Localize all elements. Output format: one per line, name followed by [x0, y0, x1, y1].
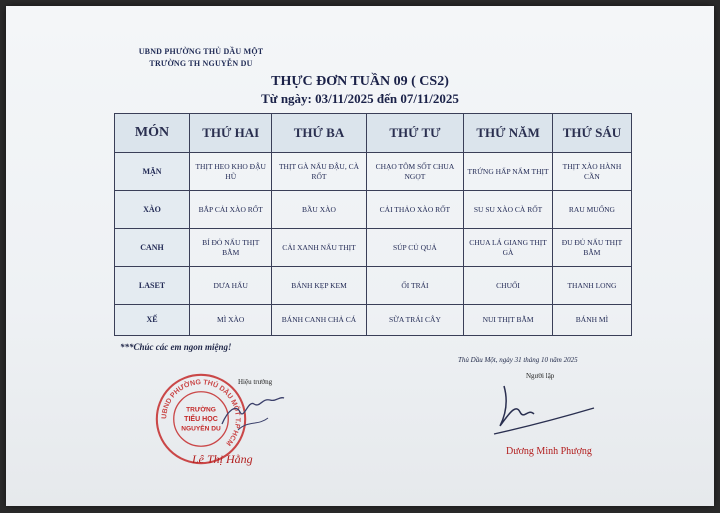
stamp-line-3: NGUYỄN DU [181, 425, 221, 433]
column-header: MÓN [115, 114, 190, 153]
table-cell: ỔI TRÁI [366, 267, 464, 305]
date-range: Từ ngày: 03/11/2025 đến 07/11/2025 [261, 91, 459, 106]
table-cell: BÁNH MÌ [552, 305, 631, 336]
principal-role: Hiệu trưởng [238, 378, 273, 386]
table-cell: THỊT HEO KHO ĐẬU HŨ [190, 153, 272, 191]
row-label: XÀO [115, 191, 190, 229]
table-cell: THỊT GÀ NẤU ĐẬU, CÀ RỐT [272, 153, 366, 191]
preparer-role: Người lập [526, 372, 555, 380]
stamp-line-1: TRƯỜNG [186, 406, 216, 414]
table-cell: TRỨNG HẤP NẤM THỊT [464, 153, 553, 191]
column-header: THỨ HAI [190, 114, 272, 153]
org-line-2: TRƯỜNG TH NGUYỄN DU [149, 59, 253, 68]
table-cell: BẮP CẢI XÀO RỐT [190, 191, 272, 229]
table-header-row [115, 114, 632, 153]
table-cell: CẢI XANH NẤU THỊT [272, 229, 366, 267]
org-line-1: UBND PHƯỜNG THỦ DẦU MỘT [138, 47, 264, 56]
table-cell: CHUỐI [464, 267, 553, 305]
row-label: XẾ [115, 305, 190, 336]
preparer-signature [490, 382, 600, 442]
table-cell: SÚP CỦ QUẢ [366, 229, 464, 267]
column-header: THỨ NĂM [464, 114, 553, 153]
organization-header [116, 46, 286, 70]
table-cell: BÍ ĐỎ NẤU THỊT BẰM [190, 229, 272, 267]
table-cell: THANH LONG [552, 267, 631, 305]
table-row [115, 229, 632, 267]
principal-name: Lê Thị Hằng [192, 452, 253, 466]
table-row [115, 153, 632, 191]
table-row [115, 305, 632, 336]
column-header: THỨ SÁU [552, 114, 631, 153]
stamp-ring-text: UBND PHƯỜNG THỦ DẦU MỘT T.P HCM [161, 379, 241, 447]
menu-table [114, 113, 632, 336]
table-row [115, 267, 632, 305]
principal-signature [218, 390, 288, 440]
row-label: MẶN [115, 153, 190, 191]
table-cell: NUI THỊT BẰM [464, 305, 553, 336]
table-cell: SỮA TRÁI CÂY [366, 305, 464, 336]
column-header: THỨ BA [272, 114, 366, 153]
menu-title: THỰC ĐƠN TUẦN 09 ( CS2) [271, 74, 449, 89]
table-cell: BÁNH KẸP KEM [272, 267, 366, 305]
table-cell: BÁNH CANH CHẢ CÁ [272, 305, 366, 336]
row-label: LASET [115, 267, 190, 305]
menu-document [6, 6, 714, 506]
table-cell: THỊT XÀO HÀNH CẦN [552, 153, 631, 191]
preparer-name: Dương Minh Phượng [506, 446, 592, 457]
table-cell: BẦU XÀO [272, 191, 366, 229]
place-date: Thủ Dầu Một, ngày 31 tháng 10 năm 2025 [458, 356, 578, 364]
table-cell: SU SU XÀO CÀ RỐT [464, 191, 553, 229]
column-header: THỨ TƯ [366, 114, 464, 153]
table-cell: ĐU ĐỦ NẤU THỊT BẰM [552, 229, 631, 267]
table-cell: MÌ XÀO [190, 305, 272, 336]
table-cell: CẢI THẢO XÀO RỐT [366, 191, 464, 229]
table-cell: RAU MUỐNG [552, 191, 631, 229]
table-cell: CHẠO TÔM SỐT CHUA NGỌT [366, 153, 464, 191]
table-cell: CHUA LÁ GIANG THỊT GÀ [464, 229, 553, 267]
stamp-line-2: TIỂU HỌC [184, 415, 218, 423]
table-cell: DƯA HẤU [190, 267, 272, 305]
table-row [115, 191, 632, 229]
closing-wish: ***Chúc các em ngon miệng! [120, 342, 232, 352]
row-label: CANH [115, 229, 190, 267]
